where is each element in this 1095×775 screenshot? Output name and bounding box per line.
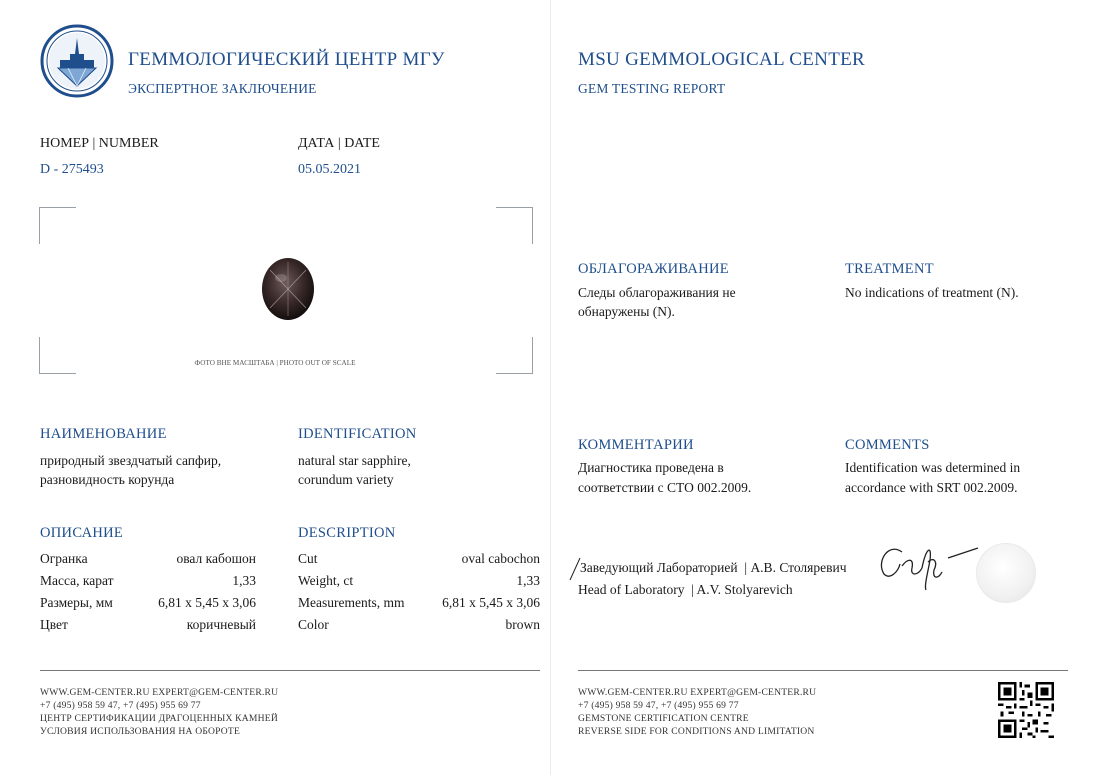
footer-left [40,686,278,738]
row-key: Measurements, mm [298,595,405,610]
comments-ru-heading: КОММЕНТАРИИ [578,437,694,453]
footer-left-line: +7 (495) 958 59 47, +7 (495) 955 69 77 [40,700,201,711]
number-label: НОМЕР | NUMBER [40,136,159,151]
msu-logo [40,24,114,98]
row-key: Масса, карат [40,573,114,588]
treatment-en-heading: TREATMENT [845,261,934,277]
identification-ru-line2: разновидность корунда [40,472,175,487]
row-key: Огранка [40,551,88,566]
comments-en-heading: COMMENTS [845,437,930,453]
signature-ru-line: Заведующий Лабораторией | А.В. Столяревич [580,560,847,575]
number-value: D - 275493 [40,162,104,177]
row-key: Cut [298,551,318,566]
photo-frame-corner [39,207,76,244]
treatment-ru-heading: ОБЛАГОРАЖИВАНИЕ [578,261,729,277]
identification-en-heading: IDENTIFICATION [298,426,417,442]
comments-en-line2: accordance with SRT 002.2009. [845,480,1018,495]
signature-handwriting [566,528,986,608]
left-header-title: ГЕММОЛОГИЧЕСКИЙ ЦЕНТР МГУ [128,49,445,70]
row-value: коричневый [186,617,256,632]
photo-frame-corner [496,207,533,244]
row-value: oval cabochon [461,551,540,566]
comments-ru-line2: соответствии с СТО 002.2009. [578,480,752,495]
page-fold [550,0,551,775]
row-key: Размеры, мм [40,595,113,610]
footer-left-line: ЦЕНТР СЕРТИФИКАЦИИ ДРАГОЦЕННЫХ КАМНЕЙ [40,713,278,724]
footer-right-line: GEMSTONE CERTIFICATION CENTRE [578,713,749,724]
row-value: 1,33 [516,573,540,588]
row-key: Цвет [40,617,68,632]
photo-caption: ФОТО ВНЕ МАСШТАБА | PHOTO OUT OF SCALE [194,359,356,367]
footer-right-line: REVERSE SIDE FOR CONDITIONS AND LIMITATION [578,726,815,737]
row-value: brown [505,617,540,632]
signature-en-line: Head of Laboratory | A.V. Stolyarevich [578,582,793,597]
row-value: 1,33 [232,573,256,588]
qr-code [998,682,1054,738]
identification-ru-heading: НАИМЕНОВАНИЕ [40,426,167,442]
row-value: 6,81 x 5,45 x 3,06 [442,595,540,610]
footer-right-line: +7 (495) 958 59 47, +7 (495) 955 69 77 [578,700,739,711]
gemstone-photo [260,256,316,322]
photo-frame-corner [496,337,533,374]
description-ru-heading: ОПИСАНИЕ [40,525,124,541]
date-label: ДАТА | DATE [298,136,380,151]
footer-left-line: УСЛОВИЯ ИСПОЛЬЗОВАНИЯ НА ОБОРОТЕ [40,726,241,737]
row-key: Color [298,617,329,632]
footer-divider-right [578,670,1068,671]
treatment-en-line1: No indications of treatment (N). [845,285,1019,300]
left-header-subtitle: ЭКСПЕРТНОЕ ЗАКЛЮЧЕНИЕ [128,81,317,96]
lab-seal [976,543,1036,603]
row-value: овал кабошон [176,551,256,566]
comments-en-line1: Identification was determined in [845,460,1021,475]
footer-divider-left [40,670,540,671]
description-en-heading: DESCRIPTION [298,525,396,541]
date-value: 05.05.2021 [298,162,361,177]
identification-ru-line1: природный звездчатый сапфир, [40,453,222,468]
photo-frame-corner [39,337,76,374]
identification-en-line1: natural star sapphire, [298,453,411,468]
identification-en-line2: corundum variety [298,472,394,487]
right-header-title: MSU GEMMOLOGICAL CENTER [578,49,865,70]
row-key: Weight, ct [298,573,354,588]
footer-right-line: WWW.GEM-CENTER.RU EXPERT@GEM-CENTER.RU [578,687,817,698]
treatment-ru-line2: обнаружены (N). [578,304,675,319]
footer-right [578,686,816,738]
right-header-subtitle: GEM TESTING REPORT [578,81,726,96]
row-value: 6,81 x 5,45 x 3,06 [158,595,256,610]
footer-left-line: WWW.GEM-CENTER.RU EXPERT@GEM-CENTER.RU [40,687,279,698]
comments-ru-line1: Диагностика проведена в [578,460,724,475]
treatment-ru-line1: Следы облагораживания не [578,285,736,300]
